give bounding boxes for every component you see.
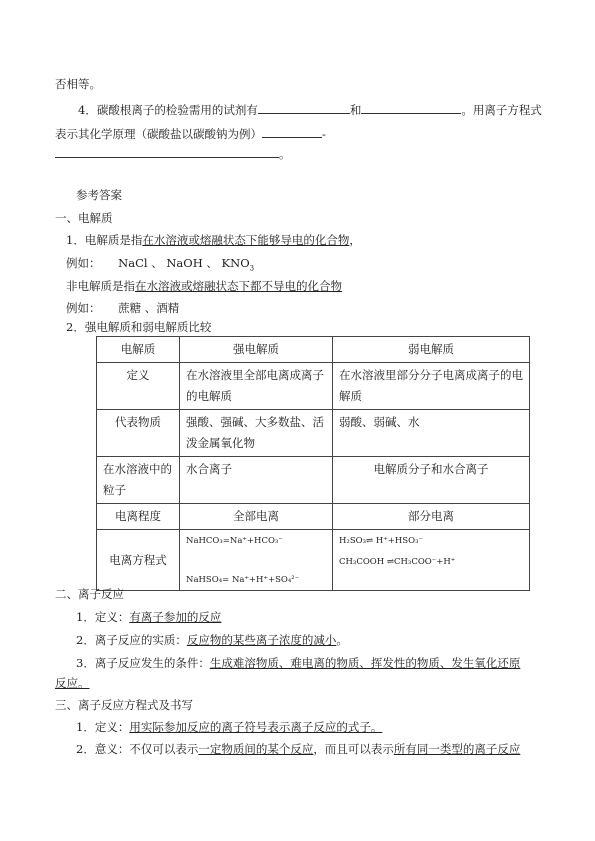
table-row-label: 电离程度 — [97, 504, 180, 530]
answer-blank-4[interactable] — [55, 146, 279, 158]
table-header-cell: 电解质 — [97, 337, 180, 363]
paragraph — [76, 656, 520, 671]
answer-title: 参考答案 — [76, 188, 122, 202]
answer-underlined: 用实际参加反应的离子符号表示离子反应的式子。 — [129, 720, 383, 734]
def-label: 非电解质是指 — [66, 279, 135, 293]
text-line: 否相等。 — [55, 77, 101, 91]
table-cell: 水合离子 — [180, 457, 333, 504]
paragraph — [76, 720, 382, 735]
def-answer: 在水溶液或熔融状态下能够导电的化合物 — [142, 233, 350, 247]
paragraph — [76, 633, 348, 648]
table-cell: 部分电离 — [333, 504, 530, 530]
definition-nonelectrolyte — [66, 279, 348, 294]
table-header-cell: 强电解质 — [180, 337, 333, 363]
answer-blank-3[interactable] — [262, 126, 322, 138]
label: 3．离子反应发生的条件： — [76, 656, 210, 670]
answer-underlined: 生成难溶物质、难电离的物质、挥发性的物质、发生氧化还原 — [209, 656, 521, 670]
answer-blank-1[interactable] — [258, 102, 350, 114]
question-4 — [78, 102, 542, 118]
section-heading-3: 三、离子反应方程式及书写 — [55, 698, 193, 712]
question-4-line-3 — [55, 146, 291, 162]
table-cell — [333, 530, 530, 591]
table-cell: 强酸、强碱、大多数盐、活泼金属氧化物 — [180, 410, 333, 457]
table-row — [97, 363, 530, 410]
q4-text-b: 和 — [349, 103, 362, 117]
example-line-2 — [66, 301, 179, 316]
table-header-row — [97, 337, 530, 363]
equation: CH₃COOH ⇌CH₃COO⁻+H⁺ — [339, 557, 456, 567]
table-row — [97, 457, 530, 504]
example-values: 蔗糖 、酒精 — [118, 301, 180, 315]
table-row-label: 在水溶液中的粒子 — [97, 457, 180, 504]
table-row — [97, 504, 530, 530]
table-cell: 电解质分子和水合离子 — [333, 457, 530, 504]
table-row — [97, 530, 530, 591]
q4-text-e: - — [322, 127, 326, 141]
definition-electrolyte — [66, 233, 361, 248]
question-4-line-2 — [55, 126, 326, 142]
def-label: 1．电解质是指 — [66, 233, 143, 247]
def-end: ， — [349, 233, 361, 247]
table-cell: 在水溶液里部分分子电离成离子的电解质 — [333, 363, 530, 410]
q4-text-a: 4．碳酸根离子的检验需用的试剂有 — [78, 103, 258, 117]
table-row — [97, 410, 530, 457]
def-answer: 在水溶液或熔融状态下都不导电的化合物 — [135, 279, 342, 293]
example-label: 例如： — [66, 301, 101, 315]
paragraph — [76, 610, 221, 625]
example-line-1 — [66, 256, 254, 276]
label: 1．定义： — [76, 720, 130, 734]
equation: NaHCO₃=Na⁺+HCO₃⁻ — [186, 536, 283, 546]
table-cell: 全部电离 — [180, 504, 333, 530]
table-caption: 2．强电解质和弱电解质比较 — [66, 320, 212, 334]
equation: H₂SO₃⇌ H⁺+HSO₃⁻ — [339, 536, 423, 546]
table-cell — [180, 530, 333, 591]
answer-underlined: 反应。 — [55, 676, 90, 690]
section-heading-1: 一、电解质 — [55, 211, 113, 225]
table-row-label: 代表物质 — [97, 410, 180, 457]
label: 2．意义：不仅可以表示 — [76, 742, 199, 756]
example-values: NaCl 、 NaOH 、 KNO — [118, 256, 250, 270]
label: 1．定义： — [76, 610, 130, 624]
subscript: 3 — [249, 264, 255, 273]
q4-text-d: 表示其化学原理（碳酸盐以碳酸钠为例） — [55, 127, 262, 141]
answer-underlined: 一定物质间的某个反应 — [198, 742, 314, 756]
text: ，而且可以表示 — [313, 742, 394, 756]
answer-underlined: 反应物的某些离子浓度的减小 — [186, 633, 337, 647]
q4-text-f: 。 — [279, 147, 291, 161]
table-cell: 在水溶液里全部电离成离子的电解质 — [180, 363, 333, 410]
paragraph-continued — [55, 676, 90, 691]
table-header-cell: 弱电解质 — [333, 337, 530, 363]
equation: NaHSO₄= Na⁺+H⁺+SO₄²⁻ — [186, 575, 300, 585]
comparison-table — [96, 336, 530, 591]
section-heading-2: 二、离子反应 — [55, 587, 124, 601]
example-label: 例如： — [66, 256, 101, 270]
q4-text-c: 。用离子方程式 — [461, 103, 542, 117]
paragraph — [76, 742, 520, 757]
table-row-label: 电离方程式 — [97, 530, 180, 591]
table-cell: 弱酸、弱碱、水 — [333, 410, 530, 457]
label: 2．离子反应的实质： — [76, 633, 187, 647]
table-row-label: 定义 — [97, 363, 180, 410]
answer-blank-2[interactable] — [361, 102, 461, 114]
answer-underlined: 有离子参加的反应 — [129, 610, 222, 624]
end: 。 — [336, 633, 348, 647]
answer-underlined: 所有同一类型的离子反应 — [393, 742, 521, 756]
